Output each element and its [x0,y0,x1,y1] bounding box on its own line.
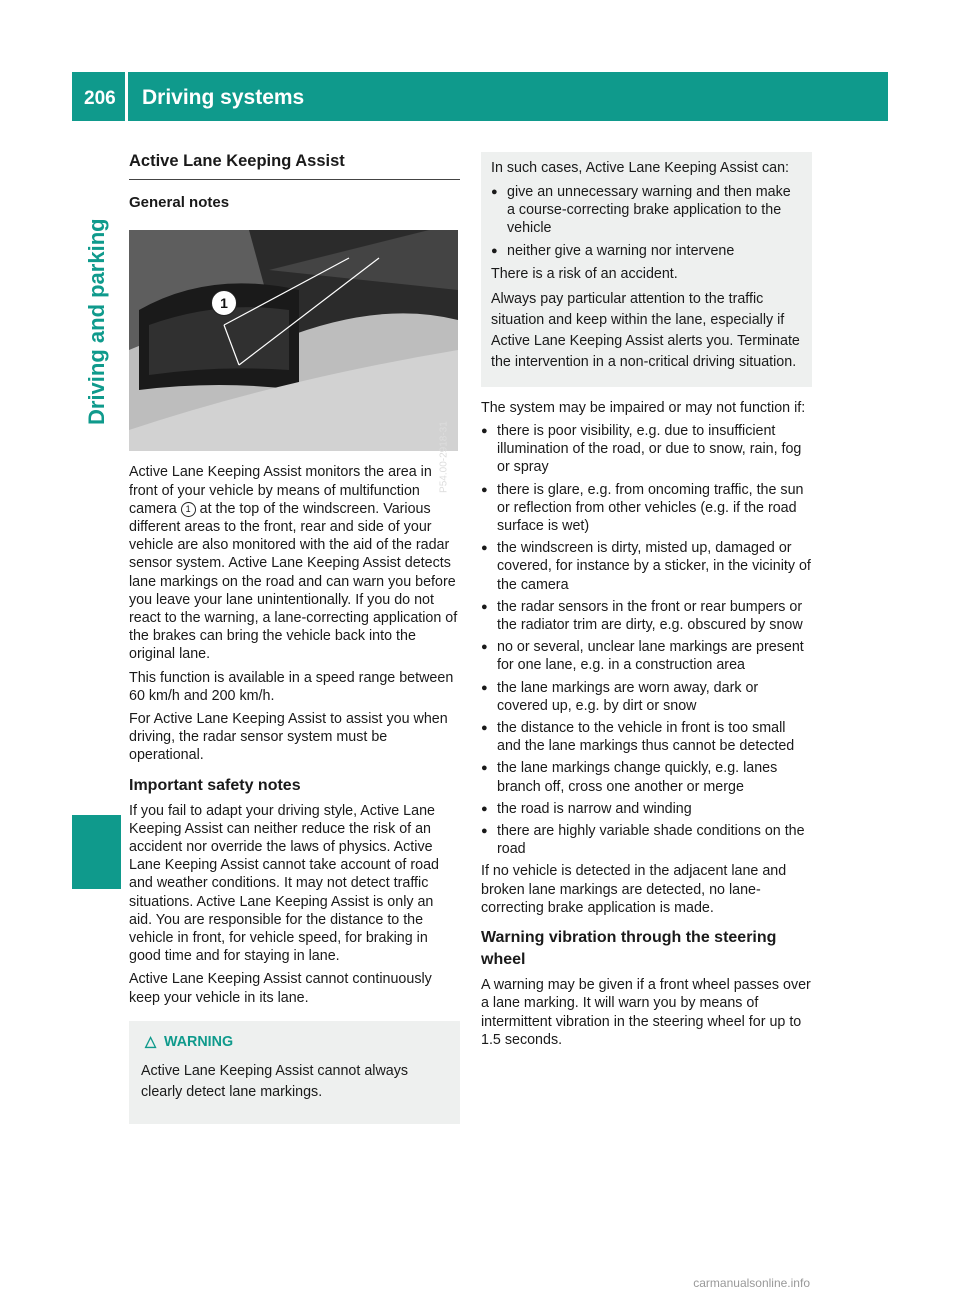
general-notes-title: General notes [129,194,230,212]
list-item: ● no or several, unclear lane markings are present for one lane, e.g. in a construction area [481,638,812,674]
figure-code: P54.00-2918-31 [438,421,450,494]
warning-text: Active Lane Keeping Assist cannot always clearly detect lane markings. [141,1063,409,1101]
list-item: ● the lane markings are worn away, dark or covered up, e.g. by dirt or snow [481,679,812,715]
header-divider [125,72,128,121]
warning-continuation-box [481,152,812,387]
safety-paragraph-2: Active Lane Keeping Assist cannot continuously keep your vehicle in its lane. [129,971,432,1006]
side-tab-marker [72,815,121,889]
left-column [129,152,460,1124]
vibration-title: Warning vibration through the steering wheel [481,929,777,969]
vibration-paragraph: A warning may be given if a front wheel passes over a lane marking. It will warn you by means of intermittent vibration in the steering wheel for up to 1.5 seconds. [481,977,811,1048]
box-risk: There is a risk of an accident. [491,265,678,282]
list-item: ● the windscreen is dirty, misted up, damaged or covered, for instance by a sticker, in the vicinity of the camera [481,539,812,594]
page-number: 206 [84,88,116,109]
intro-paragraph: Active Lane Keeping Assist monitors the area in front of your vehicle by means of multifunction camera 1 at the top of the windscreen. Various different areas to the front, rear and side of your vehicle are also monitored with the aid of the radar sensor system. Active Lane Keeping Assist detects lane markings on the road and can warn you before you leave your lane unintentionally. If you do not react to the warning, a lane-correcting application of the brakes can bring the vehicle back into the original lane. [129,464,458,663]
safety-notes-title: Important safety notes [129,776,301,794]
car-illustration [129,230,458,451]
box-advice: Always pay particular attention to the traffic situation and keep within the lane, especially if Active Lane Keeping Assist alerts you. Terminate the intervention in a non-critical driving situation. [491,290,800,370]
watermark: carmanualsonline.info [693,1276,810,1290]
box-intro: In such cases, Active Lane Keeping Assist can: [491,160,790,176]
section-title: Active Lane Keeping Assist [129,152,460,180]
list-item: ● the lane markings change quickly, e.g. lanes branch off, cross one another or merge [481,759,812,795]
adjacent-lane-paragraph: If no vehicle is detected in the adjacent lane and broken lane markings are detected, no lane-correcting brake application is made. [481,863,787,916]
list-item: ● there is glare, e.g. from oncoming traffic, the sun or reflection from other vehicles (e.g. if the road surface is wet) [481,481,812,536]
impaired-bullet-list [481,422,812,858]
list-item: ● the radar sensors in the front or rear bumpers or the radiator trim are dirty, e.g. obscured by snow [481,598,812,634]
speed-range-paragraph: This function is available in a speed range between 60 km/h and 200 km/h. [129,669,454,704]
warning-box [129,1021,460,1124]
list-item: ● there are highly variable shade conditions on the road [481,822,812,858]
impaired-intro: The system may be impaired or may not function if: [481,399,806,416]
list-item: ● the distance to the vehicle in front is too small and the lane markings thus cannot be detected [481,719,812,755]
warning-heading: △ WARNING [145,1033,234,1050]
safety-paragraph-1: If you fail to adapt your driving style, Active Lane Keeping Assist can neither reduce the risk of an accident nor override the laws of physics. Active Lane Keeping Assist cannot take account of road and weather conditions. It may not detect traffic situations. Active Lane Keeping Assist is only an aid. You are responsible for the distance to the vehicle in front, for vehicle speed, for braking in good time and for staying in lane. [129,802,439,965]
radar-paragraph: For Active Lane Keeping Assist to assist you when driving, the radar sensor system must be operational. [129,711,448,764]
box-bullet-list [491,183,802,260]
list-item: ● there is poor visibility, e.g. due to insufficient illumination of the road, or due to snow, rain, fog or spray [481,422,812,477]
list-item: ● the road is narrow and winding [481,800,812,818]
warning-triangle-icon: △ [145,1033,156,1050]
right-column [481,152,812,1054]
list-item: ● give an unnecessary warning and then make a course-correcting brake application to the vehicle [491,183,802,238]
windscreen-camera-figure [129,230,458,494]
camera-callout-inline: 1 [181,502,196,517]
camera-callout: 1 [211,290,237,316]
side-tab-label: Driving and parking [84,218,109,425]
side-tab-label-wrap [84,190,112,425]
page-title: Driving systems [142,86,305,109]
list-item: ● neither give a warning nor intervene [491,242,802,260]
